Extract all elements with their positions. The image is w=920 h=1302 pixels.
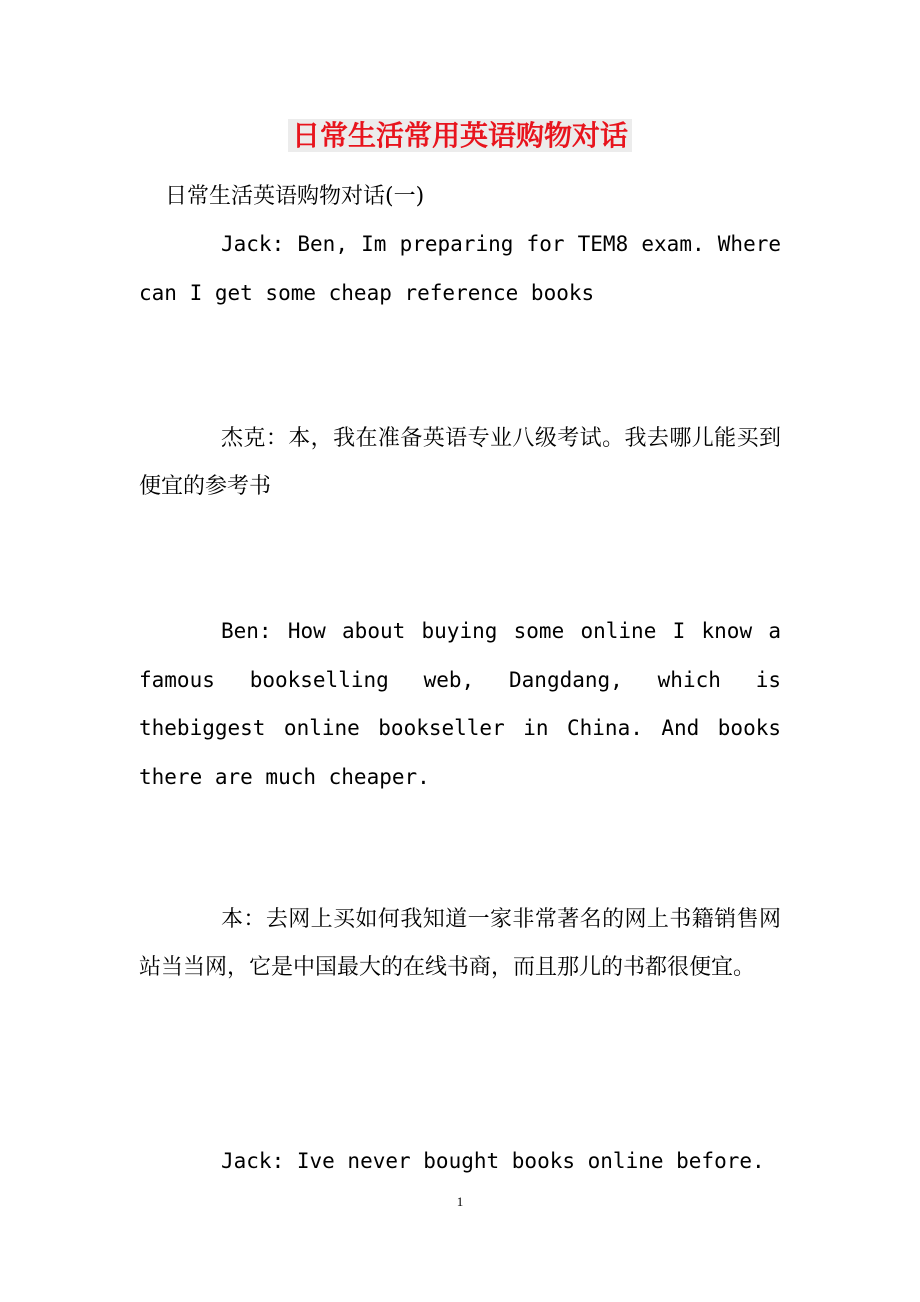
document-subtitle: 日常生活英语购物对话(一) (165, 184, 425, 209)
paragraph-ben-answer-en: Ben: How about buying some online I know a famous bookselling web, Dangdang, which is thebiggest online bookseller in China. And books there are much cheaper. (139, 619, 781, 789)
document-title (0, 116, 920, 156)
paragraph-jack-question-zh: 杰克：本，我在准备英语专业八级考试。我去哪儿能买到便宜的参考书 (139, 426, 781, 499)
paragraph-jack-reply-en: Jack: Ive never bought books online before. (221, 1149, 765, 1173)
document-title-text: 日常生活常用英语购物对话 (288, 119, 632, 152)
paragraph-ben-answer-zh: 本：去网上买如何我知道一家非常著名的网上书籍销售网站当当网，它是中国最大的在线书商，而且那儿的书都很便宜。 (139, 907, 781, 980)
page-number: 1 (456, 1194, 464, 1209)
paragraph-jack-question-en: Jack: Ben, Im preparing for TEM8 exam. Where can I get some cheap reference books (139, 232, 781, 305)
